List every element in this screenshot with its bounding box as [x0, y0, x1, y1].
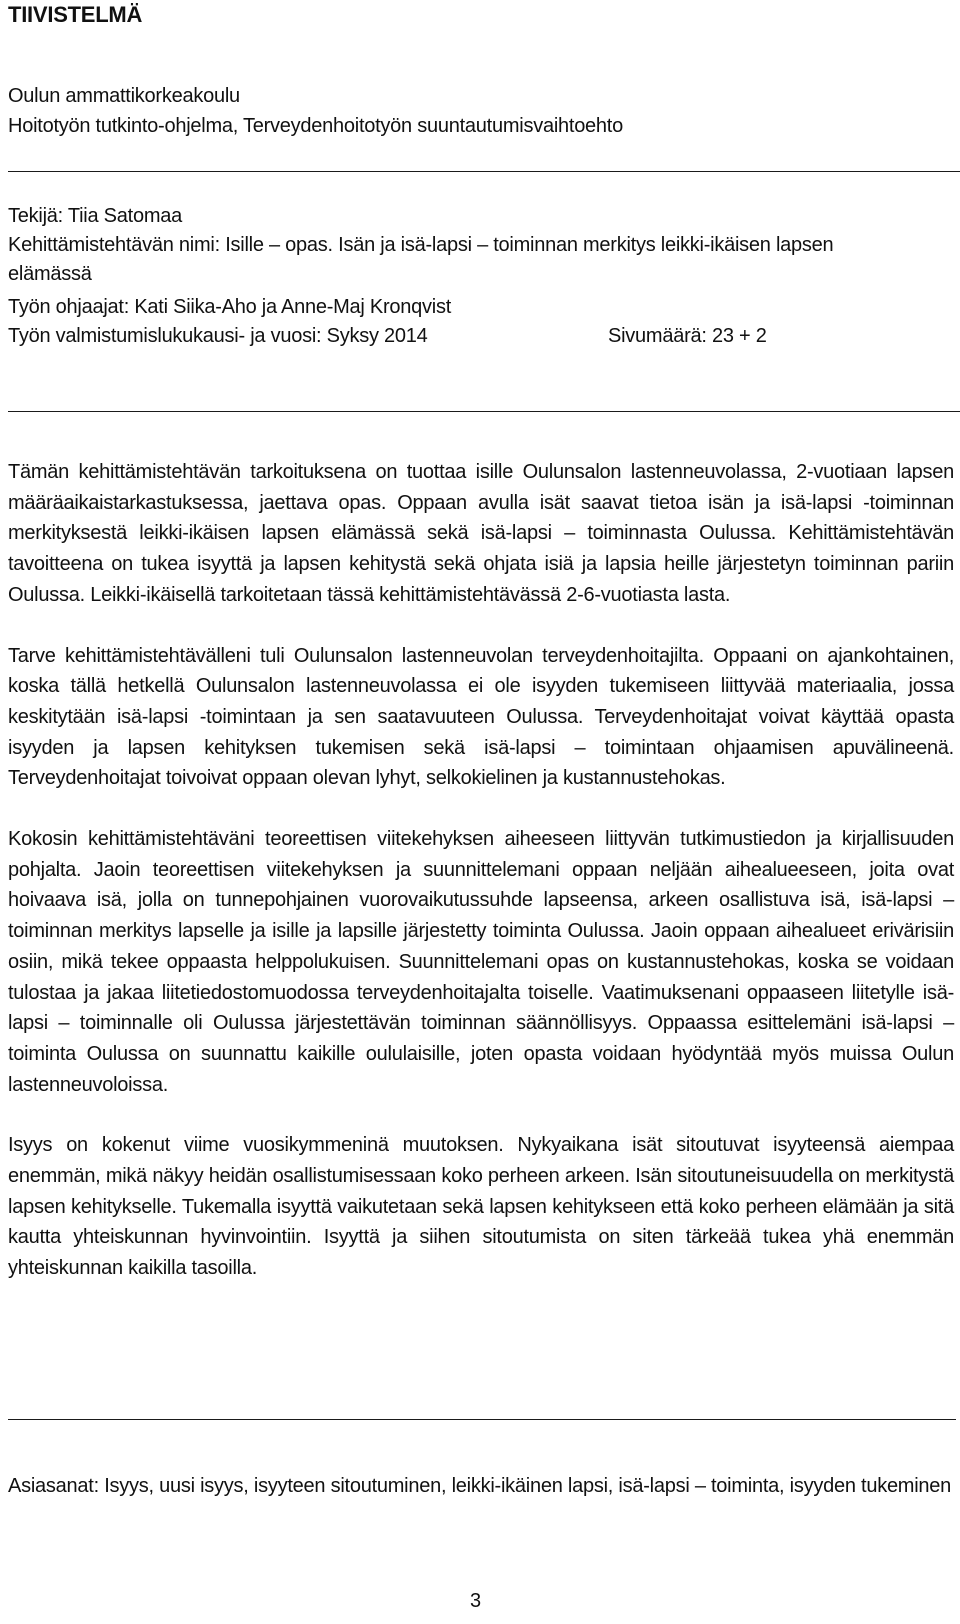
separator-top	[8, 171, 960, 172]
page-number: 3	[470, 1590, 481, 1612]
abstract-paragraph: Tämän kehittämistehtävän tarkoituksena on tuottaa isille Oulunsalon lastenneuvolassa, 2-vuotiaan lapsen määräaikaistarkastuksessa, jaettava opas. Oppaan avulla isät saavat tietoa isän ja isä-lapsi -toiminnan merkityksestä leikki-ikäisen lapsen elämässä sekä isä-lapsi – toiminnasta Oulussa. Kehittämistehtävän tavoitteena on tukea isyyttä ja lapsen kehitystä sekä ohjata isiä ja lapsia heille järjestetyn toiminnan pariin Oulussa. Leikki-ikäisellä tarkoitetaan tässä kehittämistehtävässä 2-6-vuotiasta lasta.	[8, 461, 954, 606]
completion-line: Työn valmistumislukukausi- ja vuosi: Syksy 2014	[8, 325, 428, 347]
school-name: Oulun ammattikorkeakoulu	[8, 85, 240, 107]
degree-programme: Hoitotyön tutkinto-ohjelma, Terveydenhoitotyön suuntautumisvaihtoehto	[8, 115, 623, 137]
author-line: Tekijä: Tiia Satomaa	[8, 205, 182, 227]
abstract-paragraph: Isyys on kokenut viime vuosikymmeninä muutoksen. Nykyaikana isät sitoutuvat isyyteensä aiempaa enemmän, mikä näkyy heidän osallistumisessaan koko perheen arkeen. Isän sitoutuneisuudella on merkitystä lapsen kehitykselle. Tukemalla isyyttä vaikutetaan sekä lapsen kehitykseen että koko perheen elämään ja sitä kautta yhteiskunnan hyvinvointiin. Isyyttä ja siihen sitoutumista on siten tärkeää tukea yhä enemmän yhteiskunnan kaikilla tasoilla.	[8, 1134, 954, 1280]
supervisors-line: Työn ohjaajat: Kati Siika-Aho ja Anne-Maj Kronqvist	[8, 296, 452, 318]
page-heading: TIIVISTELMÄ	[8, 2, 143, 27]
abstract-body	[8, 457, 954, 1314]
work-title-line-1: Kehittämistehtävän nimi: Isille – opas. Isän ja isä-lapsi – toiminnan merkitys leikki-ikäisen lapsen	[8, 234, 834, 256]
separator-abstract	[8, 411, 960, 412]
abstract-paragraph: Kokosin kehittämistehtäväni teoreettisen viitekehyksen aiheeseen liittyvän tutkimustiedon ja kirjallisuuden pohjalta. Jaoin teoreettisen viitekehyksen ja suunnittelemani oppaan neljään aihealueeseen, joita ovat hoivaava isä, jolla on tunnepohjainen vuorovaikutussuhde lapseensa, arkeen osallistuva isä, isä-lapsi – toiminnan merkitys lapselle ja isille ja lapsille järjestetty toiminta Oulussa. Jaoin oppaan aihealueet erivärisiin osiin, mikä tekee oppaasta helppolukuisen. Suunnittelemani opas on kustannustehokas, koska se voidaan tulostaa ja jakaa liitetiedostomuodossa terveydenhoitajalta toiselle. Vaatimuksenani oppaaseen liitetylle isä-lapsi – toiminnalle oli Oulussa järjestettävän toiminnan säännöllisyys. Oppaassa esittelemäni isä-lapsi – toiminta Oulussa on suunnattu kaikille oululaisille, joten opasta voidaan hyödyntää myös muissa Oulun lastenneuvoloissa.	[8, 828, 954, 1096]
abstract-paragraph: Tarve kehittämistehtävälleni tuli Oulunsalon lastenneuvolan terveydenhoitajilta. Oppaani on ajankohtainen, koska tällä hetkellä Oulunsalon lastenneuvolassa ei ole isyyden tukemiseen liittyvää materiaalia, jossa keskitytään isä-lapsi -toimintaan ja sen saatavuuteen Oulussa. Terveydenhoitajat voivat käyttää opasta isyyden ja lapsen kehityksen tukemisen sekä isä-lapsi – toimintaan ohjaamisen apuvälineenä. Terveydenhoitajat toivoivat oppaan olevan lyhyt, selkokielinen ja kustannustehokas.	[8, 644, 954, 790]
page-count: Sivumäärä: 23 + 2	[608, 325, 767, 347]
work-title-line-2: elämässä	[8, 263, 92, 285]
keywords: Asiasanat: Isyys, uusi isyys, isyyteen sitoutuminen, leikki-ikäinen lapsi, isä-lapsi – toiminta, isyyden tukeminen	[8, 1475, 952, 1497]
separator-keywords	[8, 1419, 956, 1420]
